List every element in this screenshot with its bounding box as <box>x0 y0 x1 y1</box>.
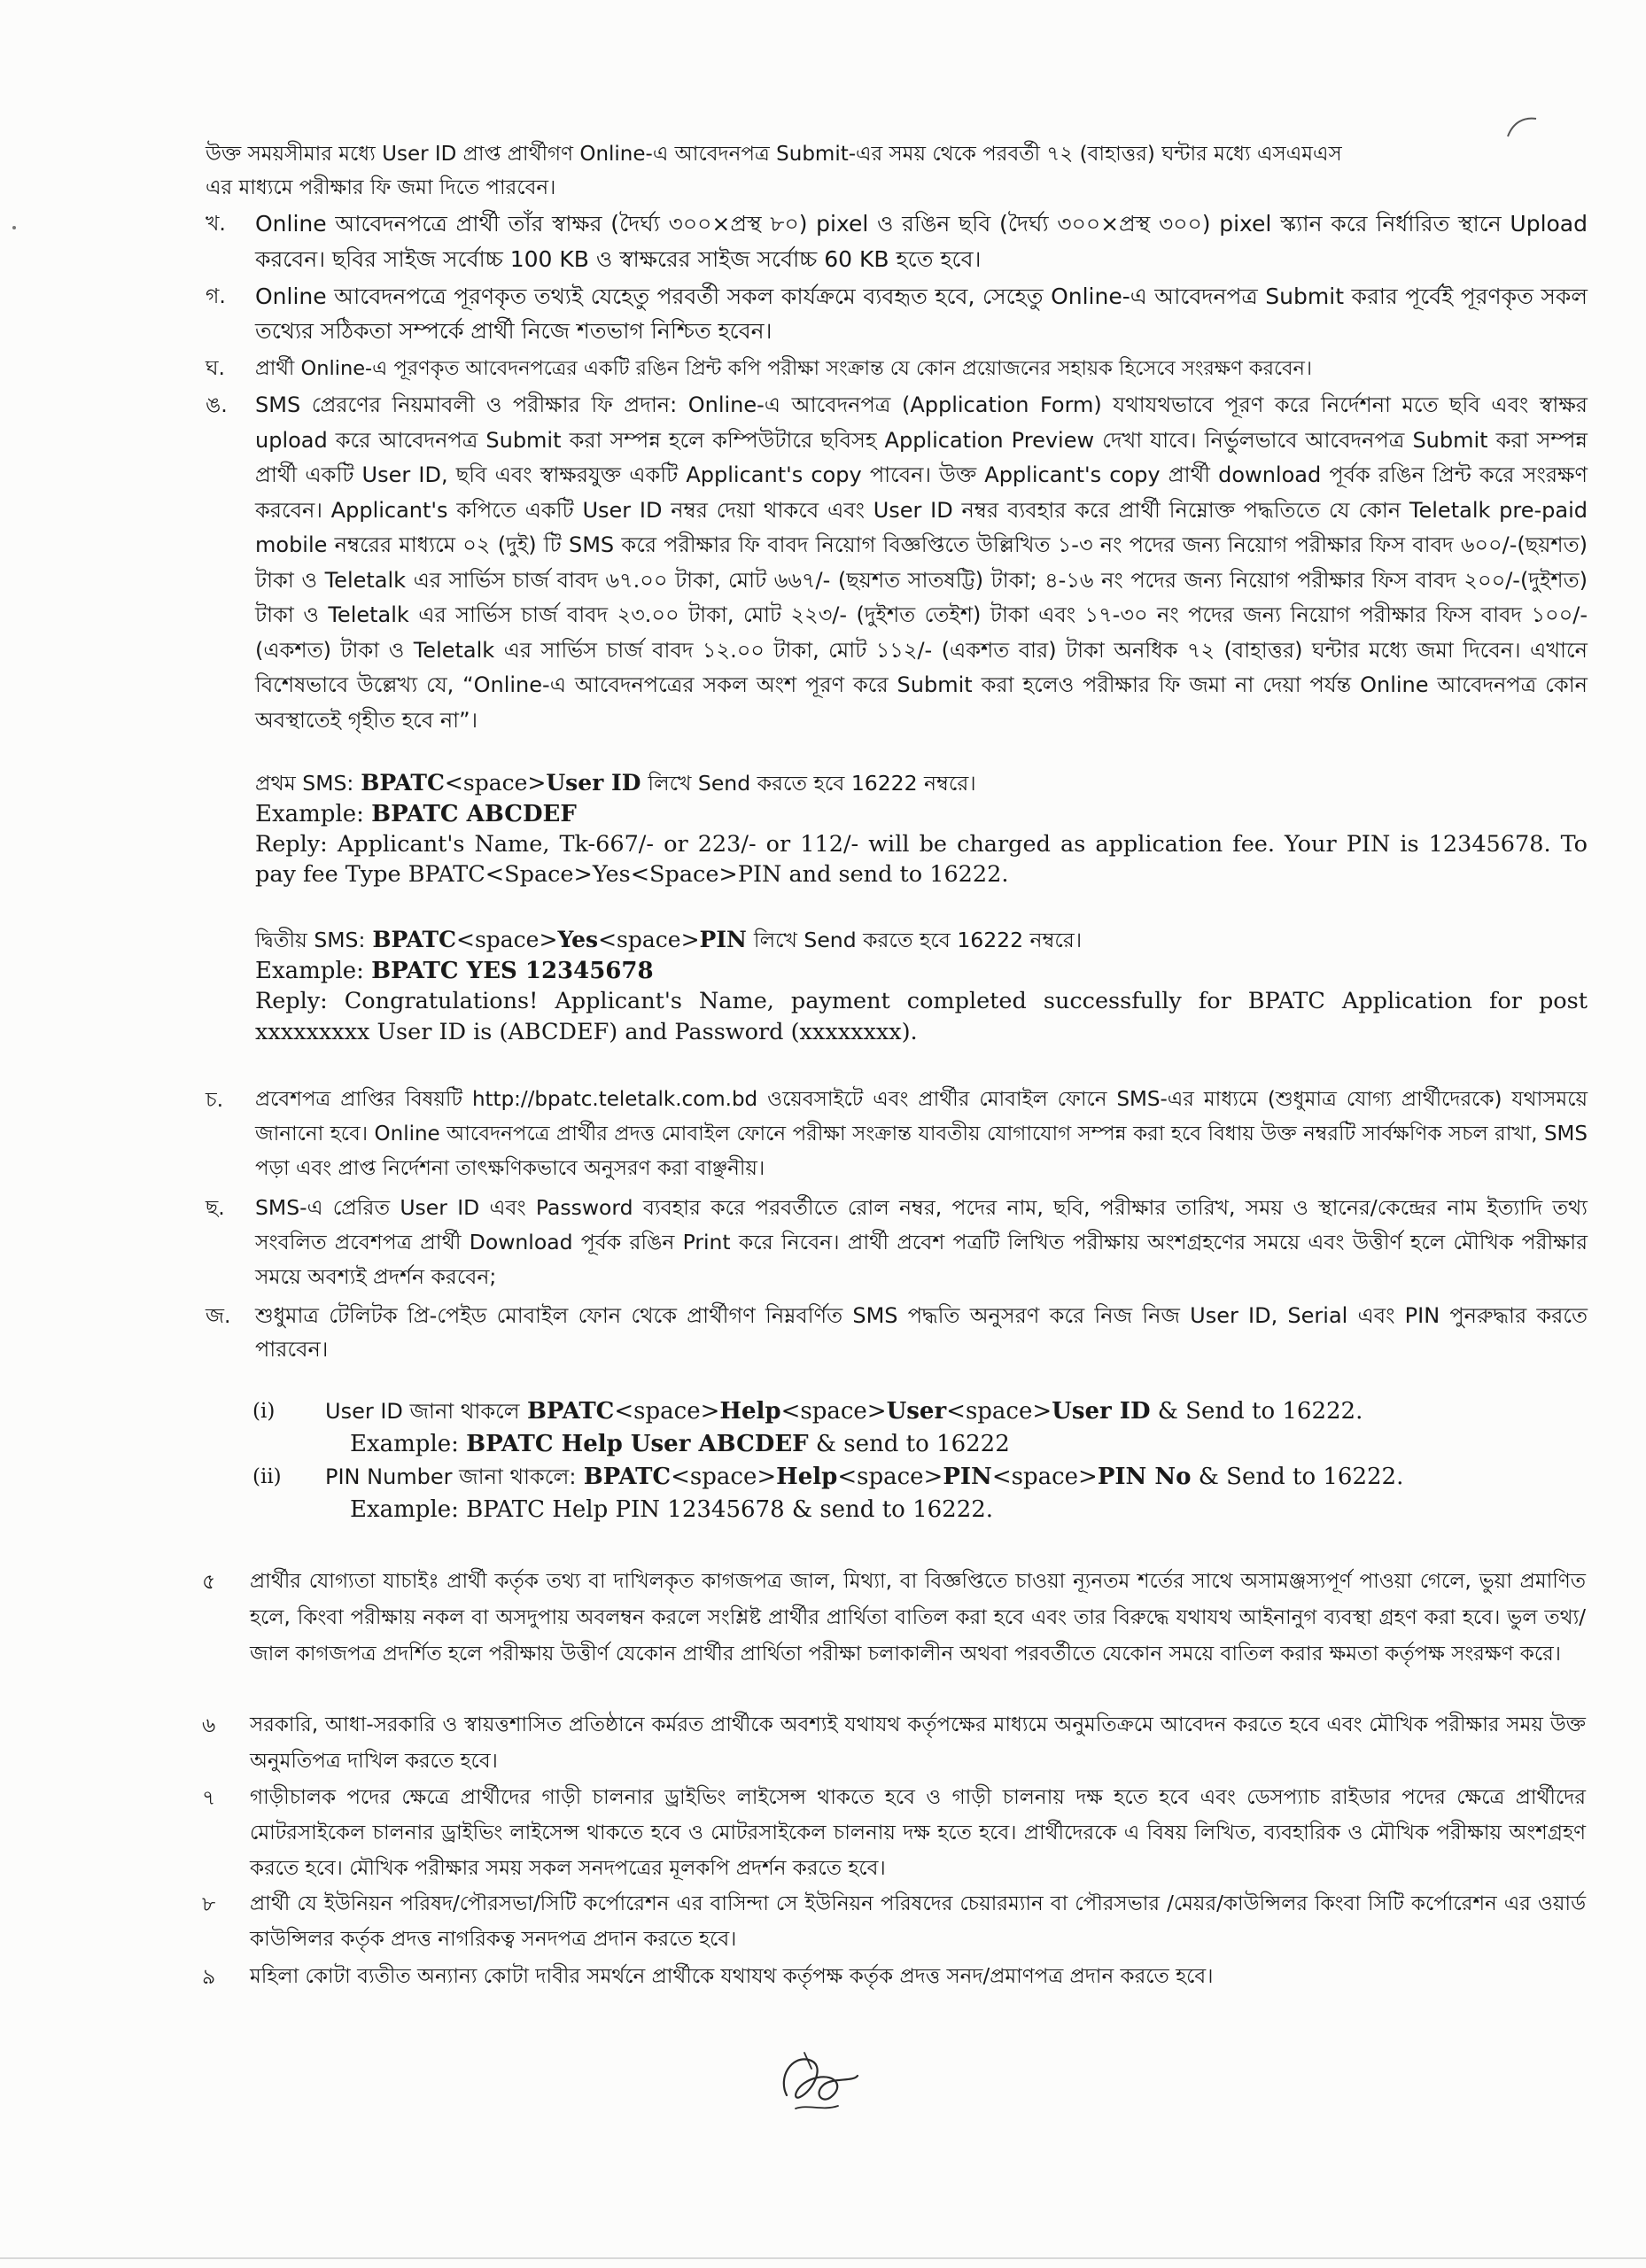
signature-icon <box>769 2042 866 2117</box>
list-item <box>206 279 1588 348</box>
list-item <box>206 1299 1588 1370</box>
item-marker: ঘ. <box>206 355 225 380</box>
cmd-part: User <box>886 1398 947 1425</box>
list-item <box>202 1780 1586 1884</box>
list-item <box>202 1707 1586 1778</box>
item-marker: ঙ. <box>206 392 228 417</box>
item-text: SMS প্রেরণের নিয়মাবলী ও পরীক্ষার ফি প্রদান: Online-এ আবেদনপত্র (Application Form) যথাযথভাবে পূরণ করে নির্দেশনা মতে ছবি এবং স্বাক্ষর upload করে আবেদনপত্র Submit করা সম্পন্ন হলে কম্পিউটারে ছবিসহ Application Preview দেখা যাবে। নির্ভুলভাবে আবেদনপত্র Submit করা সম্পন্ন প্রার্থী একটি User ID, ছবি এবং স্বাক্ষরযুক্ত একটি Applicant's copy পাবেন। উক্ত Applicant's copy প্রার্থী download পূর্বক রঙিন প্রিন্ট করে সংরক্ষণ করবেন। Applicant's কপিতে একটি User ID নম্বর দেয়া থাকবে এবং User ID নম্বর ব্যবহার করে প্রার্থী নিম্নোক্ত পদ্ধতিতে যে কোন Teletalk pre-paid mobile নম্বরের মাধ্যমে ০২ (দুই) টি SMS করে পরীক্ষার ফি বাবদ নিয়োগ বিজ্ঞপ্তিতে উল্লিখিত ১-৩ নং পদের জন্য নিয়োগ পরীক্ষার ফিস বাবদ ৬০০/-(ছয়শত) টাকা ও Teletalk এর সার্ভিস চার্জ বাবদ ৬৭.০০ টাকা, মোট ৬৬৭/- (ছয়শত সাতষট্টি) টাকা; ৪-১৬ নং পদের জন্য নিয়োগ পরীক্ষার ফিস বাবদ ২০০/-(দুইশত) টাকা ও Teletalk এর সার্ভিস চার্জ বাবদ ২৩.০০ টাকা, মোট ২২৩/- (দুইশত তেইশ) টাকা এবং ১৭-৩০ নং পদের জন্য নিয়োগ পরীক্ষার ফিস বাবদ ১০০/-(একশত) টাকা ও Teletalk এর সার্ভিস চার্জ বাবদ ১২.০০ টাকা, মোট ১১২/- (একশত বার) টাকা অনধিক ৭২ (বাহাত্তর) ঘন্টার মধ্যে জমা দিবেন। এখানে বিশেষভাবে উল্লেখ্য যে, “Online-এ আবেদনপত্রের সকল অংশ পূরণ করে Submit করা হলেও পরীক্ষার ফি জমা না দেয়া পর্যন্ত Online আবেদনপত্র কোন অবস্থাতেই গৃহীত হবে না”। <box>255 392 1588 733</box>
item-text: শুধুমাত্র টেলিটক প্রি-পেইড মোবাইল ফোন থেকে প্রার্থীগণ নিম্নবর্ণিত SMS পদ্ধতি অনুসরণ করে নিজ নিজ User ID, Serial এবং PIN পুনরুদ্ধার করতে পারবেন। <box>255 1303 1588 1362</box>
sms2-example-value: BPATC YES 12345678 <box>371 958 654 984</box>
cmd-part: Help <box>719 1398 781 1425</box>
recovery-item <box>252 1395 1581 1461</box>
cmd-part: PIN No <box>1097 1464 1192 1490</box>
intro-line-2: এর মাধ্যমে পরীক্ষার ফি জমা দিতে পারবেন। <box>206 176 556 199</box>
item-marker: ৮ <box>202 1891 216 1916</box>
sms1-example-label: Example: <box>255 801 364 827</box>
sms-second-block <box>255 924 1588 1048</box>
intro-paragraph <box>206 137 1588 205</box>
recovery-example-label: Example: <box>350 1431 459 1457</box>
scan-dot <box>12 226 16 229</box>
cmd-part: User ID <box>1052 1398 1151 1425</box>
recovery-example-label: Example: <box>350 1496 459 1523</box>
sms1-space-token: <space> <box>444 770 547 796</box>
numbered-sections <box>202 1564 1586 1994</box>
cmd-part: BPATC <box>583 1464 672 1490</box>
sms1-suffix: লিখে Send করতে হবে 16222 নম্বরে। <box>648 771 976 796</box>
cmd-part: BPATC <box>526 1398 615 1425</box>
list-item <box>202 1886 1586 1957</box>
item-text: প্রার্থী Online-এ পূরণকৃত আবেদনপত্রের একটি রঙিন প্রিন্ট কপি পরীক্ষা সংক্রান্ত যে কোন প্রয়োজনের সহায়ক হিসেবে সংরক্ষণ করবেন। <box>255 357 1312 380</box>
item-marker: খ. <box>206 211 226 236</box>
item-text: Online আবেদনপত্রে পূরণকৃত তথ্যই যেহেতু পরবর্তী সকল কার্যক্রমে ব্যবহৃত হবে, সেহেতু Online-এ আবেদনপত্র Submit করার পূর্বেই পূরণকৃত সকল তথ্যের সঠিকতা সম্পর্কে প্রার্থী নিজে শতভাগ নিশ্চিত হবেন। <box>255 284 1588 344</box>
item-text: প্রার্থীর যোগ্যতা যাচাইঃ প্রার্থী কর্তৃক তথ্য বা দাখিলকৃত কাগজপত্র জাল, মিথ্যা, বা বিজ্ঞপ্তিতে চাওয়া ন্যূনতম শর্তের সাথে অসামঞ্জস্যপূর্ণ পাওয়া গেলে, ভুয়া প্রমাণিত হলে, কিংবা পরীক্ষায় নকল বা অসদুপায় অবলম্বন করলে সংশ্লিষ্ট প্রার্থীর প্রার্থিতা বাতিল করা হবে এবং তার বিরুদ্ধে যথাযথ আইনানুগ ব্যবস্থা গ্রহণ করা হবে। ভুল তথ্য/ জাল কাগজপত্র প্রদর্শিত হলে পরীক্ষায় উত্তীর্ণ যেকোন প্রার্থীর প্রার্থিতা পরীক্ষা চলাকালীন অথবা পরবর্তীতে যেকোন সময়ে বাতিল করার ক্ষমতা কর্তৃপক্ষ সংরক্ষণ করে। <box>250 1570 1586 1666</box>
list-item <box>202 1959 1586 1994</box>
cmd-space: <space> <box>991 1464 1098 1490</box>
intro-line-1: উক্ত সময়সীমার মধ্যে User ID প্রাপ্ত প্রার্থীগণ Online-এ আবেদনপত্র Submit-এর সময় থেকে পরবর্তী ৭২ (বাহাত্তর) ঘন্টার মধ্যে এসএমএস <box>206 143 1342 166</box>
cmd-part: Help <box>776 1464 838 1490</box>
scan-mark-icon <box>1504 115 1540 140</box>
recovery-example-value: BPATC Help User ABCDEF <box>466 1431 809 1457</box>
sms2-suffix: লিখে Send করতে হবে 16222 নম্বরে। <box>753 928 1083 952</box>
cmd-space: <space> <box>780 1398 887 1425</box>
item-marker: জ. <box>206 1303 231 1328</box>
recovery-item <box>252 1461 1581 1526</box>
items-list-1 <box>206 206 1588 769</box>
sms2-space-token: <space> <box>456 927 558 952</box>
recovery-list <box>252 1395 1581 1526</box>
list-item <box>202 1564 1586 1705</box>
sms1-reply: Reply: Applicant's Name, Tk-667/- or 223/- or 112/- will be charged as application fee. Your PIN is 12345678. To pay fee Type BPATC<Space>Yes<Space>PIN and send to 16222. <box>255 831 1588 888</box>
sms1-example-value: BPATC ABCDEF <box>371 801 577 827</box>
item-marker: চ. <box>206 1087 224 1112</box>
list-item <box>206 388 1588 769</box>
list-item <box>206 206 1588 277</box>
sms2-code-pin: PIN <box>699 927 747 952</box>
cmd-space: <space> <box>614 1398 720 1425</box>
sms2-code-prefix: BPATC <box>372 927 456 952</box>
item-marker: ৬ <box>202 1713 216 1737</box>
sms2-example-label: Example: <box>255 958 364 984</box>
sms1-label: প্রথম SMS: <box>255 771 354 796</box>
cmd-space: <space> <box>671 1464 777 1490</box>
item-text: SMS-এ প্রেরিত User ID এবং Password ব্যবহার করে পরবর্তীতে রোল নম্বর, পদের নাম, ছবি, পরীক্ষার তারিখ, সময় ও স্থানের/কেন্দ্রের নাম ইত্যাদি তথ্য সংবলিত প্রবেশপত্র প্রার্থী Download পূর্বক রঙিন Print করে নিবেন। প্রার্থী প্রবেশ পত্রটি লিখিত পরীক্ষায় অংশগ্রহণের সময়ে এবং উত্তীর্ণ হলে মৌখিক পরীক্ষার সময়ে অবশ্যই প্রদর্শন করবেন; <box>255 1195 1588 1289</box>
item-text: Online আবেদনপত্রে প্রার্থী তাঁর স্বাক্ষর (দৈর্ঘ্য ৩০০×প্রস্থ ৮০) pixel ও রঙিন ছবি (দৈর্ঘ্য ৩০০×প্রস্থ ৩০০) pixel স্ক্যান করে নির্ধারিত স্থানে Upload করবেন। ছবির সাইজ সর্বোচ্চ 100 KB ও স্বাক্ষরের সাইজ সর্বোচ্চ 60 KB হতে হবে। <box>255 211 1588 272</box>
cmd-part: PIN <box>943 1464 992 1490</box>
item-text: সরকারি, আধা-সরকারি ও স্বায়ত্তশাসিত প্রতিষ্ঠানে কর্মরত প্রার্থীকে অবশ্যই যথাযথ কর্তৃপক্ষের মাধ্যমে অনুমতিক্রমে আবেদন করতে হবে এবং মৌখিক পরীক্ষার সময় উক্ত অনুমতিপত্র দাখিল করতে হবে। <box>250 1713 1586 1773</box>
item-marker: ছ. <box>206 1195 225 1220</box>
recovery-example-value: BPATC Help PIN 12345678 <box>466 1496 785 1523</box>
item-marker: ৭ <box>202 1785 216 1810</box>
sms2-reply: Reply: Congratulations! Applicant's Name, payment completed successfully for BPATC Application for post xxxxxxxxx User ID is (ABCDEF) and Password (xxxxxxxx). <box>255 988 1588 1045</box>
recovery-send: & Send to 16222. <box>1157 1398 1363 1425</box>
page-bottom-edge <box>0 2257 1646 2259</box>
sms2-space-token: <space> <box>598 927 700 952</box>
item-text: মহিলা কোটা ব্যতীত অন্যান্য কোটা দাবীর সমর্থনে প্রার্থীকে যথাযথ কর্তৃপক্ষ কর্তৃক প্রদত্ত সনদ/প্রমাণপত্র প্রদান করতে হবে। <box>250 1965 1214 1988</box>
recovery-condition: User ID জানা থাকলে <box>325 1399 520 1424</box>
recovery-condition: PIN Number জানা থাকলে: <box>325 1464 577 1489</box>
cmd-space: <space> <box>946 1398 1052 1425</box>
item-text: প্রবেশপত্র প্রাপ্তির বিষয়টি http://bpatc.teletalk.com.bd ওয়েবসাইটে এবং প্রার্থীর মোবাইল ফোনে SMS-এর মাধ্যমে (শুধুমাত্র যোগ্য প্রার্থীদেরকে) যথাসময়ে জানানো হবে। Online আবেদনপত্রে প্রার্থীর প্রদত্ত মোবাইল ফোনে পরীক্ষা সংক্রান্ত যাবতীয় যোগাযোগ সম্পন্ন করা হবে বিধায় উক্ত নম্বরটি সার্বক্ষণিক সচল রাখা, SMS পড়া এবং প্রাপ্ত নির্দেশনা তাৎক্ষণিকভাবে অনুসরণ করা বাঞ্ছনীয়। <box>255 1088 1588 1180</box>
recovery-example-send: & send to 16222 <box>815 1431 1010 1457</box>
list-item <box>206 1191 1588 1297</box>
recovery-marker: (ii) <box>252 1465 282 1488</box>
items-list-2 <box>206 1083 1588 1370</box>
item-marker: গ. <box>206 284 226 308</box>
item-marker: ৯ <box>202 1964 216 1989</box>
item-text: প্রার্থী যে ইউনিয়ন পরিষদ/পৌরসভা/সিটি কর্পোরেশন এর বাসিন্দা সে ইউনিয়ন পরিষদের চেয়ারম্যান বা পৌরসভার /মেয়র/কাউন্সিলর কিংবা সিটি কর্পোরেশন এর ওয়ার্ড কাউন্সিলর কর্তৃক প্রদত্ত নাগরিকত্ব সনদপত্র প্রদান করতে হবে। <box>250 1892 1586 1951</box>
list-item <box>206 351 1588 386</box>
recovery-send: & Send to 16222. <box>1198 1464 1404 1490</box>
sms2-label: দ্বিতীয় SMS: <box>255 928 366 952</box>
recovery-example-send: & send to 16222. <box>791 1496 994 1523</box>
sms-first-block <box>255 767 1588 889</box>
item-marker: ৫ <box>202 1569 216 1594</box>
sms2-code-yes: Yes <box>557 927 599 952</box>
sms1-code-prefix: BPATC <box>361 770 445 796</box>
sms1-code-user: User ID <box>546 770 641 796</box>
item-text: গাড়ীচালক পদের ক্ষেত্রে প্রার্থীদের গাড়ী চালনার ড্রাইভিং লাইসেন্স থাকতে হবে ও গাড়ী চালনায় দক্ষ হতে হবে এবং ডেসপ্যাচ রাইডার পদের ক্ষেত্রে প্রার্থীদের মোটরসাইকেল চালনার ড্রাইভিং লাইসেন্স থাকতে হবে ও মোটরসাইকেল চালনায় দক্ষ হতে হবে। প্রার্থীদেরকে এ বিষয় লিখিত, ব্যবহারিক ও মৌখিক পরীক্ষায় অংশগ্রহণ করতে হবে। মৌখিক পরীক্ষার সময় সকল সনদপত্রের মূলকপি প্রদর্শন করতে হবে। <box>250 1786 1586 1880</box>
cmd-space: <space> <box>837 1464 943 1490</box>
recovery-marker: (i) <box>252 1400 276 1423</box>
list-item <box>206 1083 1588 1187</box>
